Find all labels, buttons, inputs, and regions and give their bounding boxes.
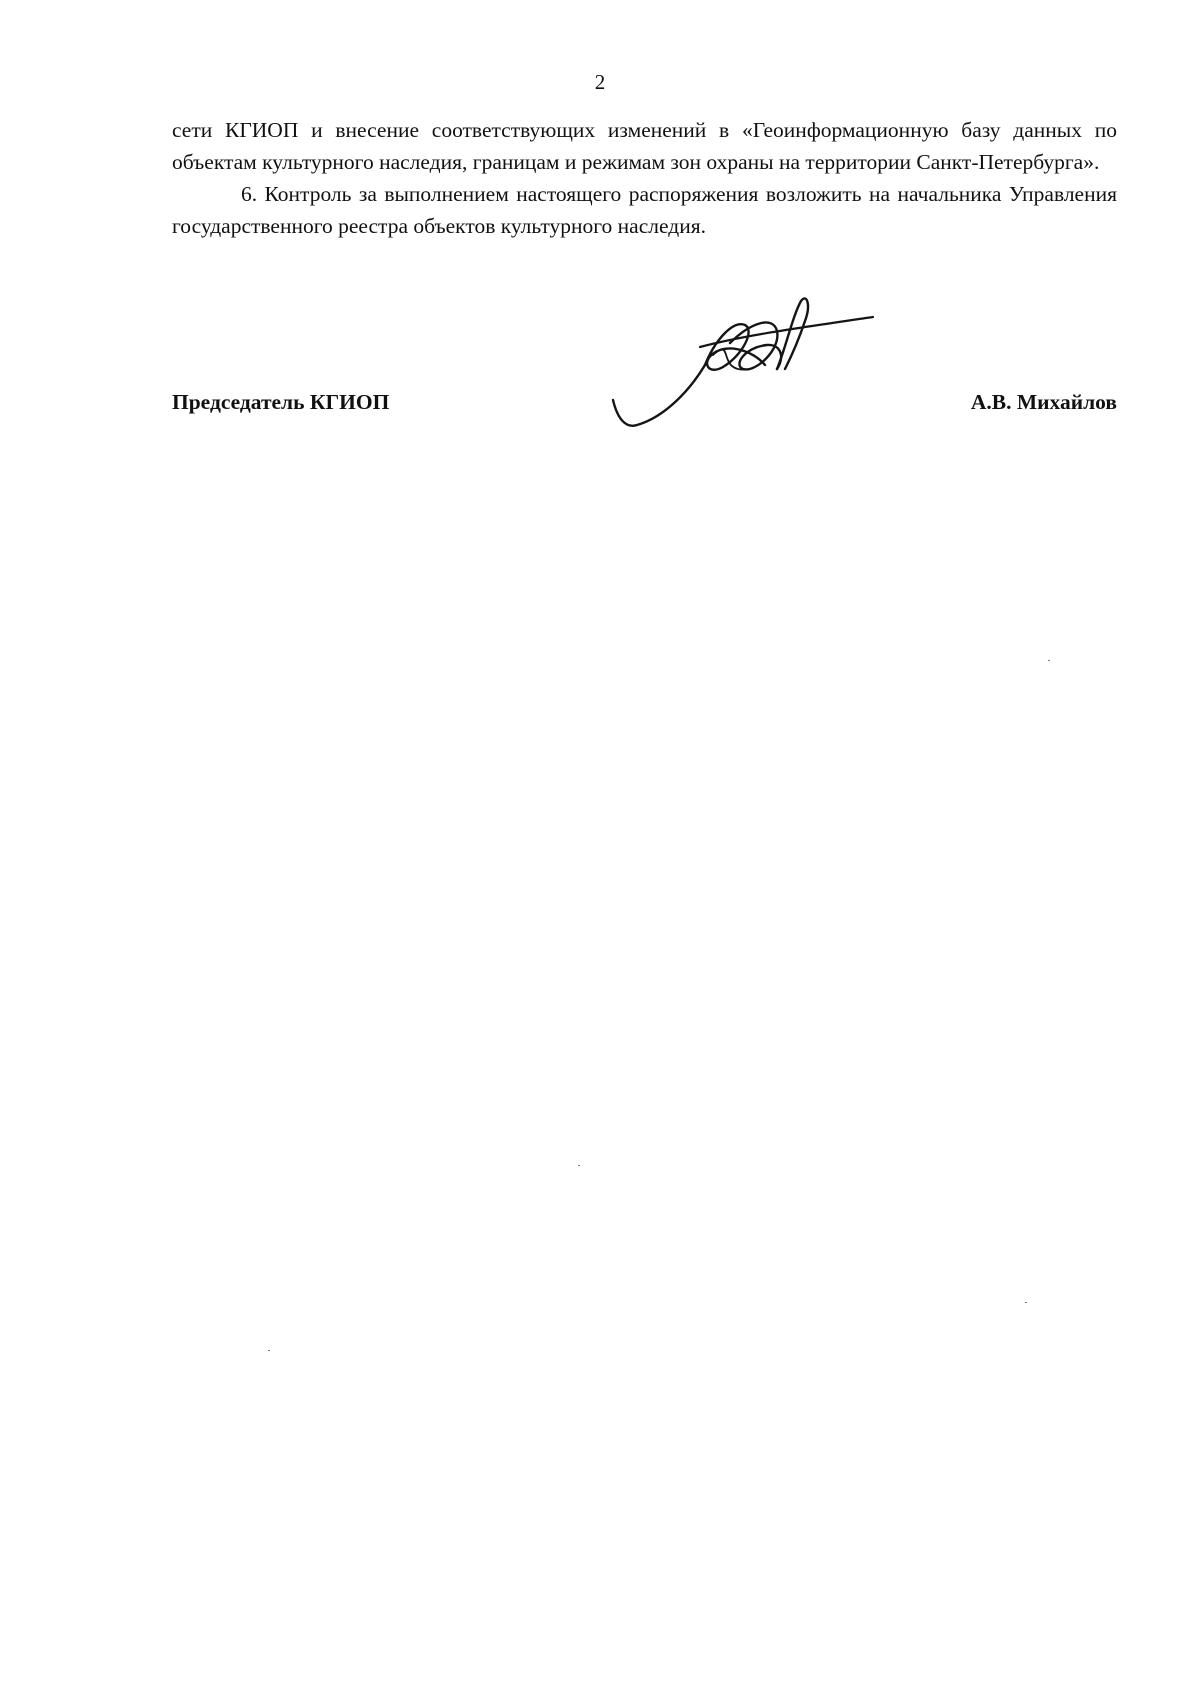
- signatory-name: А.В. Михайлов: [970, 390, 1117, 414]
- page-number: 2: [594, 70, 606, 94]
- scan-speck: [1025, 1302, 1027, 1303]
- scan-speck: [578, 1165, 580, 1166]
- paragraph-item-6: 6. Контроль за выполнением настоящего распоряжения возложить на начальника Управления государственного реестра объектов культурного наследия.: [172, 182, 1117, 238]
- scan-speck: [268, 1350, 270, 1351]
- scan-speck: [1048, 660, 1050, 661]
- document-body: [172, 114, 1117, 242]
- handwritten-signature: [605, 295, 895, 435]
- paragraph-continuation: сети КГИОП и внесение соответствующих изменений в «Геоинформационную базу данных по объектам культурного наследия, границам и режимам зон охраны на территории Санкт-Петербурга».: [172, 118, 1117, 174]
- signatory-role: Председатель КГИОП: [172, 390, 390, 414]
